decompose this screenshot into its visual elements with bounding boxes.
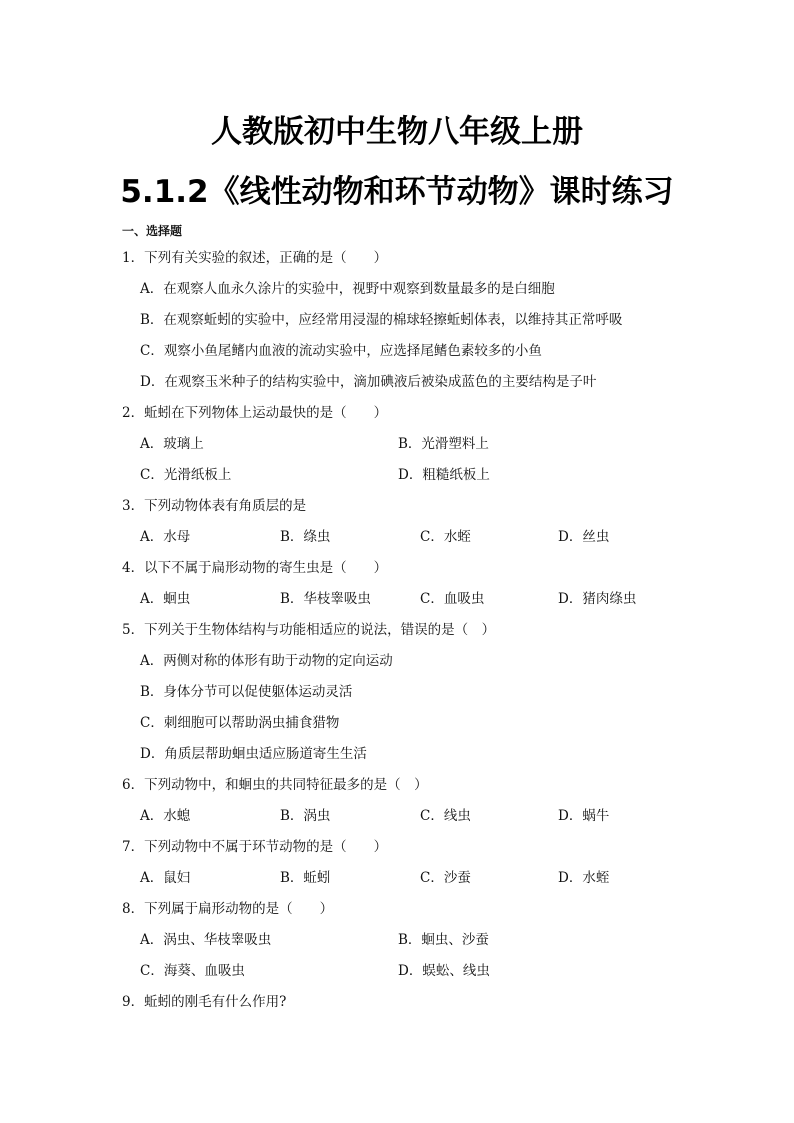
document-title: 人教版初中生物八年级上册 (211, 114, 583, 150)
question-item (122, 832, 682, 894)
question-stem: 3．下列动物体表有角质层的是 (122, 498, 307, 514)
option-group (140, 646, 682, 770)
question-item (122, 987, 682, 1018)
option-group (140, 801, 682, 832)
option-group (140, 429, 682, 491)
question-item (122, 553, 682, 615)
answer-option: C．水蛭 (420, 529, 471, 545)
answer-option: B．蚯蚓 (280, 870, 331, 886)
question-item (122, 770, 682, 832)
option-group (140, 863, 682, 894)
option-group (140, 274, 682, 398)
answer-option: A．在观察人血永久涂片的实验中，视野中观察到数量最多的是白细胞 (140, 281, 555, 297)
option-group (140, 925, 682, 987)
answer-option: D．角质层帮助蛔虫适应肠道寄生生活 (140, 746, 367, 762)
answer-option: C．血吸虫 (420, 591, 485, 607)
answer-option: D．猪肉绦虫 (558, 591, 637, 607)
answer-option: B．蛔虫、沙蚕 (398, 932, 489, 948)
answer-option: B．涡虫 (280, 808, 331, 824)
answer-option: A．鼠妇 (140, 870, 191, 886)
question-list (122, 243, 682, 1018)
answer-option: A．水螅 (140, 808, 191, 824)
answer-option: C．沙蚕 (420, 870, 471, 886)
answer-option: C．光滑纸板上 (140, 467, 232, 483)
answer-option: D．在观察玉米种子的结构实验中，滴加碘液后被染成蓝色的主要结构是子叶 (140, 374, 597, 390)
question-stem: 5．下列关于生物体结构与功能相适应的说法，错误的是（ ） (122, 622, 496, 638)
answer-option: A．涡虫、华枝睾吸虫 (140, 932, 272, 948)
answer-option: C．刺细胞可以帮助涡虫捕食猎物 (140, 715, 340, 731)
answer-option: B．华枝睾吸虫 (280, 591, 371, 607)
option-group (140, 584, 682, 615)
answer-option: C．线虫 (420, 808, 471, 824)
question-item (122, 615, 682, 770)
answer-option: B．光滑塑料上 (398, 436, 489, 452)
answer-option: C．海葵、血吸虫 (140, 963, 245, 979)
answer-option: C．观察小鱼尾鳍内血液的流动实验中，应选择尾鳍色素较多的小鱼 (140, 343, 542, 359)
question-stem: 7．下列动物中不属于环节动物的是（ ） (122, 839, 388, 855)
question-stem: 2．蚯蚓在下列物体上运动最快的是（ ） (122, 405, 388, 421)
answer-option: D．蜈蚣、线虫 (398, 963, 490, 979)
answer-option: B．身体分节可以促使躯体运动灵活 (140, 684, 353, 700)
answer-option: A．两侧对称的体形有助于动物的定向运动 (140, 653, 393, 669)
answer-option: A．玻璃上 (140, 436, 204, 452)
question-stem: 1．下列有关实验的叙述，正确的是（ ） (122, 250, 388, 266)
answer-option: B．在观察蚯蚓的实验中，应经常用浸湿的棉球轻擦蚯蚓体表，以维持其正常呼吸 (140, 312, 623, 328)
answer-option: D．水蛭 (558, 870, 610, 886)
question-stem: 8．下列属于扁形动物的是（ ） (122, 901, 334, 917)
answer-option: A．蛔虫 (140, 591, 191, 607)
question-item (122, 894, 682, 987)
question-stem: 9．蚯蚓的刚毛有什么作用? (122, 994, 287, 1010)
question-stem: 4．以下不属于扁形动物的寄生虫是（ ） (122, 560, 388, 576)
answer-option: D．蜗牛 (558, 808, 610, 824)
document-subtitle: 5.1.2《线性动物和环节动物》课时练习 (120, 174, 674, 210)
answer-option: B．绦虫 (280, 529, 331, 545)
answer-option: D．丝虫 (558, 529, 610, 545)
answer-option: A．水母 (140, 529, 191, 545)
question-stem: 6．下列动物中，和蛔虫的共同特征最多的是（ ） (122, 777, 428, 793)
question-item (122, 243, 682, 398)
question-item (122, 491, 682, 553)
section-heading: 一、选择题 (122, 224, 183, 238)
option-group (140, 522, 682, 553)
answer-option: D．粗糙纸板上 (398, 467, 490, 483)
question-item (122, 398, 682, 491)
